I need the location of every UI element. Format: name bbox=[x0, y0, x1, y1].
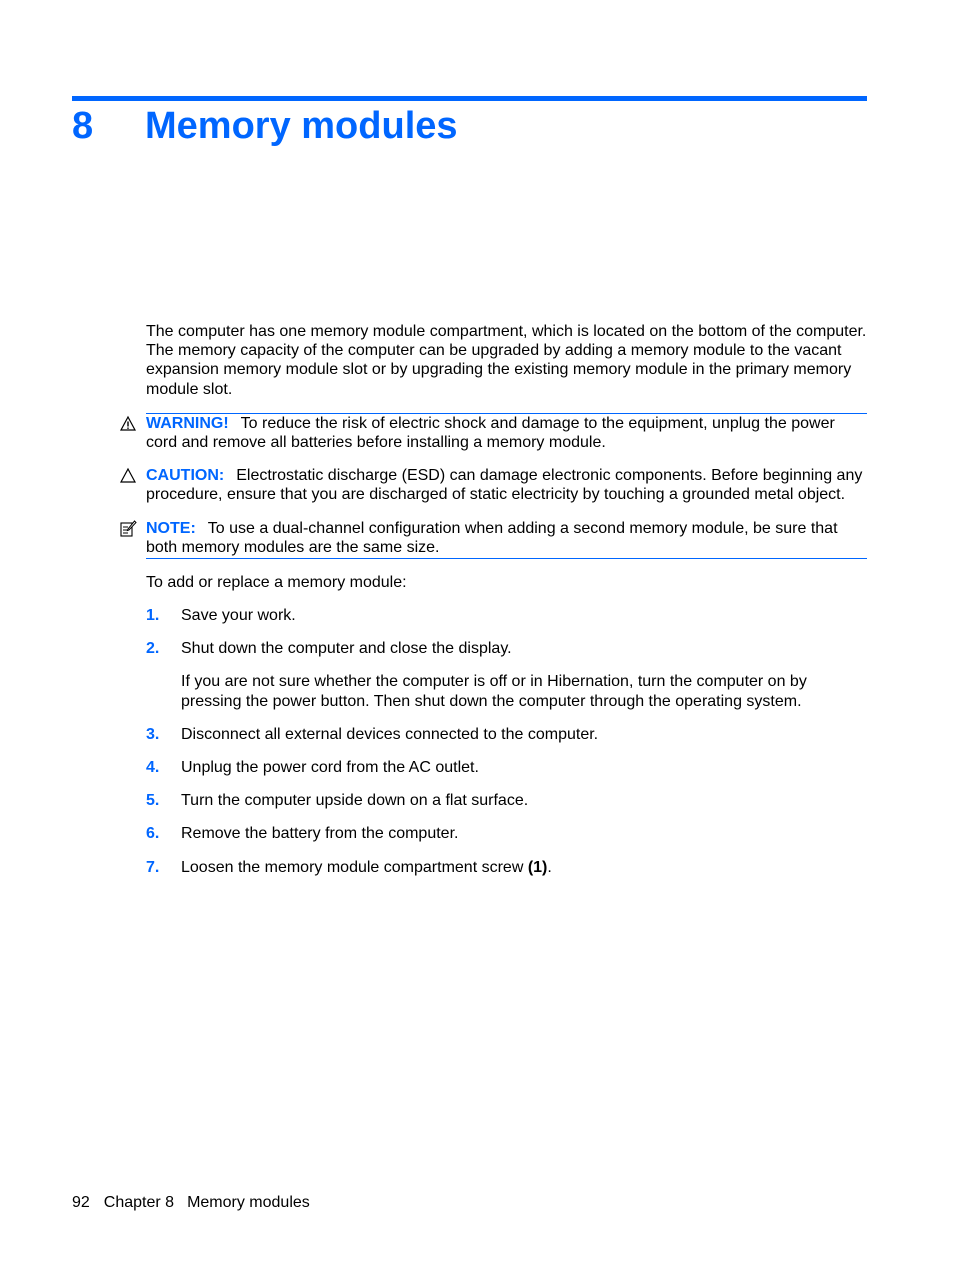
step-number: 3. bbox=[146, 725, 160, 743]
step-item bbox=[146, 858, 867, 877]
chapter-title: Memory modules bbox=[145, 105, 458, 147]
step-item bbox=[146, 758, 867, 777]
page-number: 92 bbox=[72, 1194, 90, 1211]
step-number: 7. bbox=[146, 858, 160, 876]
step-text: Shut down the computer and close the display. bbox=[181, 640, 512, 658]
caution-notice bbox=[146, 466, 867, 504]
step-text: Turn the computer upside down on a flat surface. bbox=[181, 792, 529, 810]
note-text: To use a dual-channel configuration when adding a second memory module, be sure that both memory modules are the same size. bbox=[146, 520, 838, 557]
intro-paragraph: The computer has one memory module compartment, which is located on the bottom of the computer. The memory capacity of the computer can be upgraded by adding a memory module to the vacant expansion memory module slot or by upgrading the existing memory module in the primary memory module slot. bbox=[146, 323, 867, 398]
caution-label: CAUTION: bbox=[146, 467, 225, 484]
step-text: Save your work. bbox=[181, 607, 296, 624]
note-pencil-icon bbox=[119, 519, 137, 538]
step-number: 2. bbox=[146, 640, 160, 658]
warning-label: WARNING! bbox=[146, 415, 229, 432]
step-number: 6. bbox=[146, 825, 160, 843]
step-text: Unplug the power cord from the AC outlet. bbox=[181, 759, 479, 777]
step-number: 1. bbox=[146, 607, 160, 624]
step-item bbox=[146, 639, 867, 658]
caution-text: Electrostatic discharge (ESD) can damage electronic components. Before beginning any procedure, ensure that you are discharged of static electricity by touching a grounded metal object. bbox=[146, 467, 863, 504]
step-number: 4. bbox=[146, 759, 160, 777]
step-text-end: . bbox=[547, 858, 552, 876]
note-notice bbox=[146, 519, 867, 559]
footer-chapter: Chapter 8 bbox=[103, 1194, 175, 1211]
step-number: 5. bbox=[146, 792, 160, 810]
step-note-paragraph: If you are not sure whether the computer is off or in Hibernation, turn the computer on by pressing the power button. Then shut down the computer through the operating system. bbox=[181, 673, 807, 710]
step-item bbox=[146, 606, 867, 625]
step-text: Remove the battery from the computer. bbox=[181, 825, 459, 843]
warning-triangle-icon bbox=[119, 414, 137, 433]
procedure-steps bbox=[146, 606, 867, 877]
callout-number: (1) bbox=[527, 858, 548, 876]
step-text: Loosen the memory module compartment screw bbox=[181, 858, 528, 876]
chapter-heading bbox=[72, 100, 458, 152]
page-footer bbox=[72, 1193, 324, 1212]
note-label: NOTE: bbox=[146, 520, 196, 537]
footer-title: Memory modules bbox=[187, 1194, 310, 1211]
procedure-lead: To add or replace a memory module: bbox=[146, 574, 407, 591]
caution-triangle-icon bbox=[119, 466, 137, 485]
step-item bbox=[146, 791, 867, 810]
step-text: Disconnect all external devices connected to the computer. bbox=[181, 725, 599, 743]
step-item bbox=[146, 824, 867, 843]
chapter-number: 8 bbox=[72, 105, 94, 147]
warning-text: To reduce the risk of electric shock and damage to the equipment, unplug the power cord and remove all batteries before installing a memory module. bbox=[146, 415, 835, 452]
step-item bbox=[146, 725, 867, 744]
warning-notice bbox=[146, 413, 867, 452]
